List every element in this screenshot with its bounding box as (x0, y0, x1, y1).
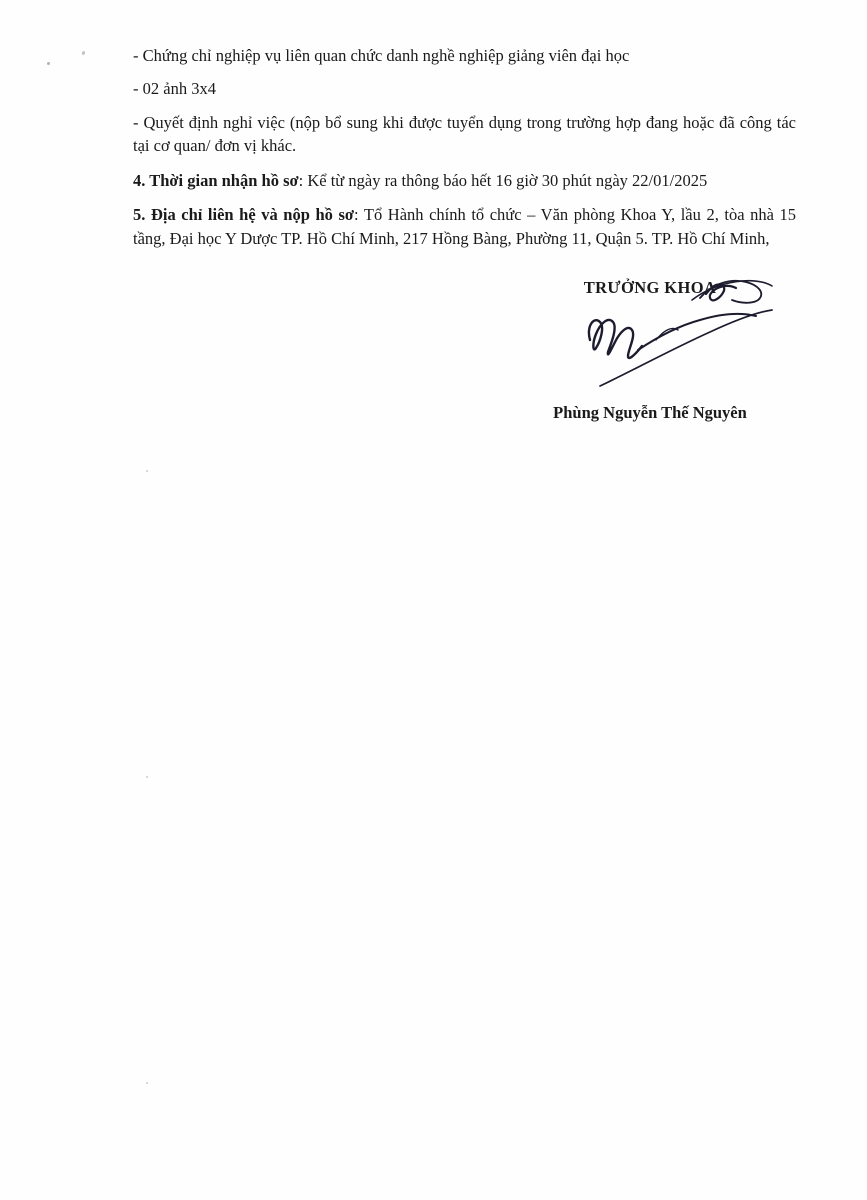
bullet-photos: - 02 ảnh 3x4 (133, 79, 216, 99)
bullet-certificate: - Chứng chỉ nghiệp vụ liên quan chức danh nghề nghiệp giảng viên đại học (133, 46, 630, 65)
document-body (133, 44, 796, 258)
section-4-deadline (133, 169, 796, 192)
bullet-resignation-decision: - Quyết định nghỉ việc (nộp bổ sung khi được tuyển dụng trong trường hợp đang hoặc đã công tác tại cơ quan/ đơn vị khác. (133, 112, 796, 156)
section-4-body: : Kể từ ngày ra thông báo hết 16 giờ 30 phút ngày 22/01/2025 (298, 170, 708, 190)
section-5-address (133, 203, 796, 250)
scan-speck (146, 776, 148, 778)
signature-block (500, 278, 800, 422)
scan-speck (146, 470, 148, 472)
signature-name: Phùng Nguyễn Thế Nguyên (553, 403, 747, 422)
section-5-body: : Tổ Hành chính tổ chức – Văn phòng Khoa Y, lầu 2, tòa nhà 15 tầng, Đại học Y Dược TP. Hồ Chí Minh, 217 Hồng Bàng, Phường 11, Quận 5. TP. Hồ Chí Minh, (133, 205, 797, 248)
section-4-label: 4. Thời gian nhận hồ sơ (133, 170, 299, 190)
scan-speck (81, 51, 85, 56)
signature-title: TRƯỞNG KHOA (583, 278, 717, 297)
section-5-label: 5. Địa chỉ liên hệ và nộp hồ sơ (133, 205, 355, 225)
scan-speck (47, 62, 50, 65)
scan-speck (146, 1082, 148, 1084)
